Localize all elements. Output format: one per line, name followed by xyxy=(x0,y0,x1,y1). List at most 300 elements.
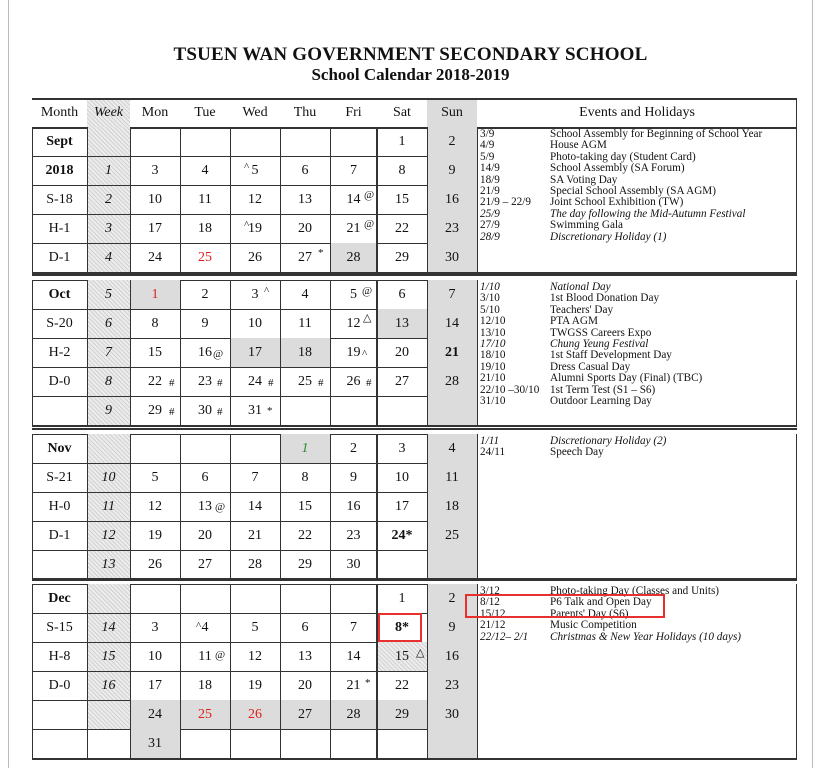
day-cell: 1 xyxy=(280,434,330,463)
event-description: Chung Yeung Festival xyxy=(550,338,649,351)
day-cell: 21 xyxy=(346,220,361,236)
day-cell: 16 xyxy=(346,498,361,514)
grid-line xyxy=(32,98,797,100)
event-date: 15/12 xyxy=(480,607,506,620)
header-month: Month xyxy=(40,104,79,120)
grid-line xyxy=(280,434,281,579)
month-label: H-2 xyxy=(48,344,71,360)
day-cell: 29 xyxy=(298,556,312,572)
at-mark: @ xyxy=(364,218,375,230)
day-cell: 9 xyxy=(201,315,209,331)
day-cell xyxy=(180,729,230,758)
day-cell: 22 xyxy=(148,373,162,389)
event-description: Photo-taking Day (Classes and Units) xyxy=(550,585,720,597)
event-date: 22/12– 2/1 xyxy=(480,630,529,643)
day-cell: 31 xyxy=(248,402,262,418)
day-cell: 16 xyxy=(427,642,477,671)
day-cell: 21 xyxy=(346,677,361,693)
month-name: Dec xyxy=(48,590,71,606)
day-cell: 20 xyxy=(198,527,212,543)
school-title: TSUEN WAN GOVERNMENT SECONDARY SCHOOL xyxy=(173,44,648,65)
day-cell: 17 xyxy=(148,220,162,236)
week-number: 10 xyxy=(87,463,130,492)
grid-line xyxy=(32,578,797,580)
day-cell: 14 xyxy=(248,498,262,514)
triangle-mark: △ xyxy=(363,312,372,324)
grid-line xyxy=(87,127,88,272)
week-number: 3 xyxy=(87,214,130,243)
grid-line xyxy=(330,280,331,425)
day-cell xyxy=(330,396,377,425)
day-cell xyxy=(230,127,280,156)
day-cell xyxy=(130,127,180,156)
day-cell: 4 xyxy=(201,619,209,635)
day-cell: 19 xyxy=(248,220,262,236)
grid-line xyxy=(280,280,281,425)
header-tue: Tue xyxy=(194,104,216,120)
star-mark: * xyxy=(365,677,371,689)
week-number: 6 xyxy=(87,309,130,338)
day-cell: 2 xyxy=(350,440,357,456)
week-number: 4 xyxy=(87,243,130,272)
event-date: 17/10 xyxy=(480,338,506,351)
grid-line xyxy=(280,127,281,272)
day-cell: 6 xyxy=(398,286,406,302)
day-cell: 15 xyxy=(377,642,427,671)
day-cell xyxy=(377,729,427,758)
day-cell: 6 xyxy=(201,469,209,485)
grid-line xyxy=(180,434,181,579)
grid-line xyxy=(87,584,88,758)
grid-line xyxy=(32,428,797,430)
day-cell: 4 xyxy=(427,434,477,463)
grid-line xyxy=(427,127,428,272)
event-description: Speech Day xyxy=(550,446,604,459)
day-cell: 10 xyxy=(148,648,162,664)
day-cell: 3 xyxy=(251,286,259,302)
day-cell: 24 xyxy=(248,373,262,389)
grid-line xyxy=(130,127,131,272)
day-cell: 13 xyxy=(198,498,212,514)
day-cell: 21 xyxy=(248,527,262,543)
month-label: 2018 xyxy=(45,162,74,178)
month-label: H-1 xyxy=(48,220,71,236)
header-wed: Wed xyxy=(242,104,268,120)
event-date: 3/12 xyxy=(480,585,500,597)
day-cell: 29 xyxy=(395,249,409,265)
event-description: School Assembly (SA Forum) xyxy=(550,162,685,175)
day-cell: 6 xyxy=(301,619,309,635)
day-cell: 9 xyxy=(350,469,357,485)
day-cell: 21 xyxy=(427,338,477,367)
event-date: 5/9 xyxy=(480,150,495,163)
day-cell: 2 xyxy=(427,584,477,613)
day-cell: 9 xyxy=(427,156,477,185)
day-cell: 30 xyxy=(427,243,477,272)
event-date: 18/10 xyxy=(480,349,506,362)
month-name: Oct xyxy=(48,286,71,302)
day-cell: 11 xyxy=(198,648,212,664)
event-description: Alumni Sports Day (Final) (TBC) xyxy=(550,372,703,385)
day-cell: 17 xyxy=(395,498,409,514)
calendar-grid xyxy=(32,98,797,768)
event-item xyxy=(480,620,741,631)
grid-line xyxy=(180,584,181,758)
event-date: 31/10 xyxy=(480,395,506,408)
day-cell: 14 xyxy=(346,191,361,207)
day-cell: 23 xyxy=(346,527,361,543)
day-cell xyxy=(427,396,477,425)
day-cell: 17 xyxy=(230,338,280,367)
month-label: D-0 xyxy=(48,373,71,389)
day-cell: 27 xyxy=(395,373,409,389)
day-cell: 30 xyxy=(346,556,361,572)
event-item xyxy=(480,447,666,458)
events-list xyxy=(480,436,666,459)
at-mark: @ xyxy=(213,348,224,360)
week-number xyxy=(87,700,130,729)
day-cell xyxy=(180,434,230,463)
event-date: 19/10 xyxy=(480,360,506,373)
event-description: 1st Blood Donation Day xyxy=(550,292,660,305)
day-cell: 19 xyxy=(346,344,361,360)
day-cell xyxy=(130,584,180,613)
grid-line xyxy=(477,127,478,272)
week-number xyxy=(87,584,130,613)
day-cell: 22 xyxy=(298,527,312,543)
day-cell: 26 xyxy=(230,700,280,729)
caret-mark: ^ xyxy=(244,161,250,173)
page-edge-left xyxy=(8,0,9,768)
triangle-mark: △ xyxy=(416,647,425,659)
day-cell: 11 xyxy=(427,463,477,492)
day-cell: 7 xyxy=(350,162,357,178)
at-mark: @ xyxy=(364,189,375,201)
day-cell: 4 xyxy=(301,286,309,302)
grid-line xyxy=(376,434,378,579)
day-cell: 17 xyxy=(148,677,162,693)
grid-line xyxy=(32,758,797,760)
day-cell xyxy=(180,127,230,156)
event-description: 1st Staff Development Day xyxy=(550,349,672,362)
day-cell: 29 xyxy=(377,700,427,729)
day-cell xyxy=(130,434,180,463)
day-cell: 15 xyxy=(298,498,312,514)
header-fri: Fri xyxy=(345,104,362,120)
day-cell: 14 xyxy=(427,309,477,338)
event-item xyxy=(480,373,702,384)
day-cell xyxy=(427,729,477,758)
day-cell: 1 xyxy=(398,590,406,606)
event-description: Dress Casual Day xyxy=(550,360,631,373)
grid-line xyxy=(180,127,181,272)
week-number: 15 xyxy=(87,642,130,671)
day-cell: 18 xyxy=(198,220,212,236)
grid-line xyxy=(330,434,331,579)
day-cell xyxy=(230,434,280,463)
month-label: D-1 xyxy=(48,249,71,265)
at-mark: @ xyxy=(215,501,226,513)
day-cell: 30 xyxy=(198,402,212,418)
day-cell: 25 xyxy=(198,249,212,265)
day-cell: 7 xyxy=(350,619,357,635)
day-cell: 27 xyxy=(280,700,330,729)
grid-line xyxy=(32,274,797,276)
grid-line xyxy=(230,127,231,272)
event-date: 21/10 xyxy=(480,372,506,385)
event-date: 8/12 xyxy=(480,596,500,609)
event-item xyxy=(480,316,702,327)
grid-line xyxy=(130,280,131,425)
day-cell xyxy=(280,584,330,613)
header-events-and-holidays: Events and Holidays xyxy=(579,104,695,120)
month-label: S-18 xyxy=(46,191,73,207)
event-date: 21/9 xyxy=(480,185,500,198)
grid-line xyxy=(376,280,378,425)
event-date: 1/10 xyxy=(480,281,500,293)
event-description: Discretionary Holiday (2) xyxy=(550,435,667,447)
week-number: 7 xyxy=(87,338,130,367)
event-date: 22/10 –30/10 xyxy=(480,383,540,396)
at-mark: @ xyxy=(215,649,226,661)
event-item xyxy=(480,232,762,243)
day-cell: 16 xyxy=(198,344,212,360)
day-cell: 27 xyxy=(298,249,312,265)
event-date: 21/12 xyxy=(480,619,506,632)
calendar-subtitle: School Calendar 2018-2019 xyxy=(311,65,510,84)
day-cell: 1 xyxy=(130,280,180,309)
day-cell: 7 xyxy=(251,469,259,485)
day-cell: 5 xyxy=(251,619,259,635)
event-description: Outdoor Learning Day xyxy=(550,395,652,408)
event-date: 27/9 xyxy=(480,219,500,232)
day-cell: 10 xyxy=(148,191,162,207)
day-cell: 12 xyxy=(346,315,361,331)
day-cell: 28 xyxy=(248,556,262,572)
month-label: S-21 xyxy=(46,469,73,485)
day-cell: 10 xyxy=(395,469,409,485)
hash-mark: # xyxy=(366,377,372,389)
week-number: 11 xyxy=(87,492,130,521)
caret-mark: ^ xyxy=(264,285,270,297)
day-cell xyxy=(330,127,377,156)
day-cell: 4 xyxy=(201,162,209,178)
day-cell: 3 xyxy=(151,619,159,635)
grid-line xyxy=(230,280,231,425)
event-item xyxy=(480,129,762,140)
hash-mark: # xyxy=(169,377,175,389)
event-description: Photo-taking day (Student Card) xyxy=(550,150,696,163)
grid-line xyxy=(376,127,378,272)
grid-line xyxy=(280,584,281,758)
day-cell: 18 xyxy=(427,492,477,521)
event-description: P6 Talk and Open Day xyxy=(550,596,652,609)
day-cell: 23 xyxy=(427,671,477,700)
week-number: 13 xyxy=(87,550,130,579)
day-cell: 5 xyxy=(151,469,159,485)
day-cell xyxy=(280,396,330,425)
event-date: 18/9 xyxy=(480,173,500,186)
event-item xyxy=(480,632,741,643)
week-number: 9 xyxy=(87,396,130,425)
grid-line xyxy=(427,434,428,579)
day-cell: 8* xyxy=(395,619,409,635)
month-label: S-15 xyxy=(46,619,73,635)
header-sun: Sun xyxy=(427,98,477,127)
grid-line xyxy=(330,584,331,758)
grid-line xyxy=(477,434,478,579)
grid-line xyxy=(477,280,478,425)
week-number xyxy=(87,127,130,156)
day-cell xyxy=(377,396,427,425)
day-cell: 26 xyxy=(346,373,361,389)
day-cell: 29 xyxy=(148,402,162,418)
event-date: 21/9 – 22/9 xyxy=(480,196,531,209)
day-cell: 16 xyxy=(427,185,477,214)
event-date: 3/10 xyxy=(480,292,500,305)
event-description: The day following the Mid-Autumn Festival xyxy=(550,207,746,220)
star-mark: * xyxy=(267,405,273,417)
grid-line xyxy=(230,584,231,758)
event-description: Teachers' Day xyxy=(550,303,614,316)
caret-mark: ^ xyxy=(196,620,202,632)
day-cell xyxy=(230,729,280,758)
day-cell xyxy=(330,584,377,613)
event-description: PTA AGM xyxy=(550,315,598,328)
event-item xyxy=(480,220,762,231)
day-cell: 22 xyxy=(395,220,409,236)
day-cell: 20 xyxy=(298,677,312,693)
day-cell: 19 xyxy=(248,677,262,693)
week-number: 14 xyxy=(87,613,130,642)
day-cell: 3 xyxy=(398,440,406,456)
caret-mark: ^ xyxy=(244,219,250,231)
events-list xyxy=(480,129,762,243)
day-cell: 8 xyxy=(398,162,406,178)
event-description: House AGM xyxy=(550,139,607,152)
star-mark: * xyxy=(318,247,324,259)
day-cell: 8 xyxy=(151,315,159,331)
grid-line xyxy=(376,584,378,758)
week-number xyxy=(87,434,130,463)
week-number: 8 xyxy=(87,367,130,396)
week-number: 5 xyxy=(87,280,130,309)
day-cell: 10 xyxy=(248,315,262,331)
day-cell: 28 xyxy=(330,243,377,272)
week-number: 2 xyxy=(87,185,130,214)
day-cell: 12 xyxy=(248,191,262,207)
day-cell: 7 xyxy=(427,280,477,309)
day-cell: 22 xyxy=(395,677,409,693)
at-mark: @ xyxy=(362,285,373,297)
day-cell: 26 xyxy=(148,556,162,572)
day-cell: 20 xyxy=(298,220,312,236)
month-label: D-1 xyxy=(48,527,71,543)
event-description: Swimming Gala xyxy=(550,219,624,232)
event-date: 25/9 xyxy=(480,207,500,220)
grid-line xyxy=(130,434,131,579)
event-date: 24/11 xyxy=(480,446,506,459)
day-cell: 12 xyxy=(248,648,262,664)
grid-line xyxy=(796,434,797,579)
header-week: Week xyxy=(87,98,130,127)
day-cell: 31 xyxy=(130,729,180,758)
grid-line xyxy=(796,280,797,425)
day-cell: 13 xyxy=(298,648,312,664)
day-cell: 28 xyxy=(330,700,377,729)
event-date: 5/10 xyxy=(480,303,500,316)
grid-line xyxy=(230,434,231,579)
header-mon: Mon xyxy=(141,104,169,120)
grid-line xyxy=(87,434,88,579)
caret-mark: ^ xyxy=(362,348,368,360)
grid-line xyxy=(427,280,428,425)
day-cell: 23 xyxy=(198,373,212,389)
events-list xyxy=(480,282,702,407)
day-cell xyxy=(377,550,427,579)
event-description: Special School Assembly (SA AGM) xyxy=(550,185,716,198)
day-cell: 25 xyxy=(427,521,477,550)
month-label: H-8 xyxy=(48,648,71,664)
event-description: Joint School Exhibition (TW) xyxy=(550,196,684,209)
day-cell: 11 xyxy=(198,191,212,207)
day-cell xyxy=(280,127,330,156)
event-description: SA Voting Day xyxy=(550,173,618,186)
month-label: S-20 xyxy=(46,315,73,331)
hash-mark: # xyxy=(217,377,223,389)
event-date: 28/9 xyxy=(480,230,500,243)
event-description: Discretionary Holiday (1) xyxy=(550,230,667,243)
day-cell: 15 xyxy=(395,191,409,207)
day-cell xyxy=(280,729,330,758)
event-date: 1/11 xyxy=(480,435,500,447)
day-cell: 8 xyxy=(301,469,309,485)
day-cell: 9 xyxy=(427,613,477,642)
day-cell: 18 xyxy=(198,677,212,693)
event-description: TWGSS Careers Expo xyxy=(550,326,652,339)
grid-line xyxy=(796,98,797,272)
grid-line xyxy=(180,280,181,425)
day-cell: 6 xyxy=(301,162,309,178)
day-cell: 23 xyxy=(427,214,477,243)
event-date: 12/10 xyxy=(480,315,506,328)
grid-line xyxy=(330,127,331,272)
day-cell: 13 xyxy=(377,309,427,338)
event-description: National Day xyxy=(550,281,611,293)
event-date: 14/9 xyxy=(480,162,500,175)
event-item xyxy=(480,396,702,407)
day-cell: 24 xyxy=(148,249,162,265)
week-number: 16 xyxy=(87,671,130,700)
hash-mark: # xyxy=(169,406,175,418)
grid-line xyxy=(427,584,428,758)
day-cell: 24* xyxy=(391,527,413,543)
grid-line xyxy=(87,280,88,425)
day-cell: 24 xyxy=(130,700,180,729)
month-label: H-0 xyxy=(48,498,71,514)
day-cell xyxy=(180,584,230,613)
event-date: 13/10 xyxy=(480,326,506,339)
hash-mark: # xyxy=(268,377,274,389)
month-label: D-0 xyxy=(48,677,71,693)
hash-mark: # xyxy=(318,377,324,389)
day-cell: 28 xyxy=(427,367,477,396)
day-cell: 1 xyxy=(398,133,406,149)
month-name: Nov xyxy=(47,440,72,456)
day-cell: 27 xyxy=(198,556,212,572)
day-cell: 25 xyxy=(180,700,230,729)
day-cell: 14 xyxy=(346,648,361,664)
